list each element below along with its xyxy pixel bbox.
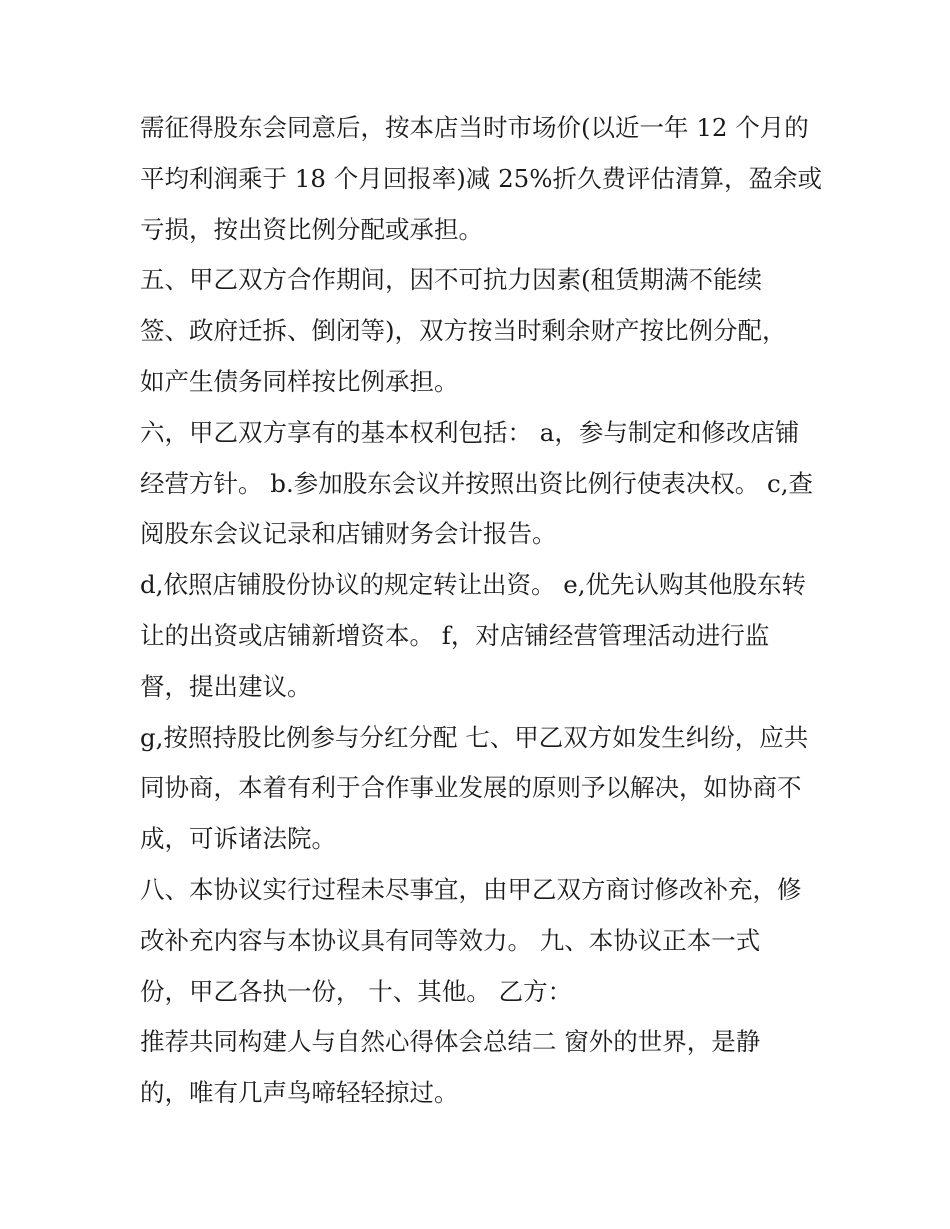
text-line: 平均利润乘于 18 个月回报率)减 25%折久费评估清算，盈余或 [140, 163, 823, 193]
text-line: 亏损，按出资比例分配或承担。 [140, 214, 483, 244]
text-line: 成，可诉诸法院。 [140, 824, 336, 854]
text-line: 让的出资或店铺新增资本。 f，对店铺经营管理活动进行监 [140, 620, 770, 650]
text-line: 经营方针。 b.参加股东会议并按照出资比例行使表决权。 c,查 [140, 468, 814, 498]
text-line: 的，唯有几声鸟啼轻轻掠过。 [140, 1078, 459, 1108]
text-line: 督，提出建议。 [140, 671, 312, 701]
text-line: 五、甲乙双方合作期间，因不可抗力因素(租赁期满不能续 [140, 265, 763, 295]
text-line: 份，甲乙各执一份， 十、其他。 乙方： [140, 976, 573, 1006]
text-line: d,依照店铺股份协议的规定转让出资。 e,优先认购其他股东转 [140, 570, 807, 600]
text-line: g,按照持股比例参与分红分配 七、甲乙双方如发生纠纷，应共 [140, 722, 809, 752]
text-line: 需征得股东会同意后，按本店当时市场价(以近一年 12 个月的 [140, 113, 809, 142]
text-line: 阅股东会议记录和店铺财务会计报告。 [140, 519, 557, 549]
text-line: 如产生债务同样按比例承担。 [140, 366, 459, 396]
text-line: 签、政府迁拆、倒闭等)，双方按当时剩余财产按比例分配， [140, 316, 787, 346]
text-line: 八、本协议实行过程未尽事宜，由甲乙双方商讨修改补充，修 [140, 874, 802, 904]
document-body [140, 103, 840, 1119]
text-line: 推荐共同构建人与自然心得体会总结二 窗外的世界，是静 [140, 1027, 761, 1057]
text-line: 改补充内容与本协议具有同等效力。 九、本协议正本一式 [140, 925, 761, 955]
text-line: 同协商，本着有利于合作事业发展的原则予以解决，如协商不 [140, 773, 802, 803]
text-line: 六，甲乙双方享有的基本权利包括： a，参与制定和修改店铺 [140, 417, 800, 447]
